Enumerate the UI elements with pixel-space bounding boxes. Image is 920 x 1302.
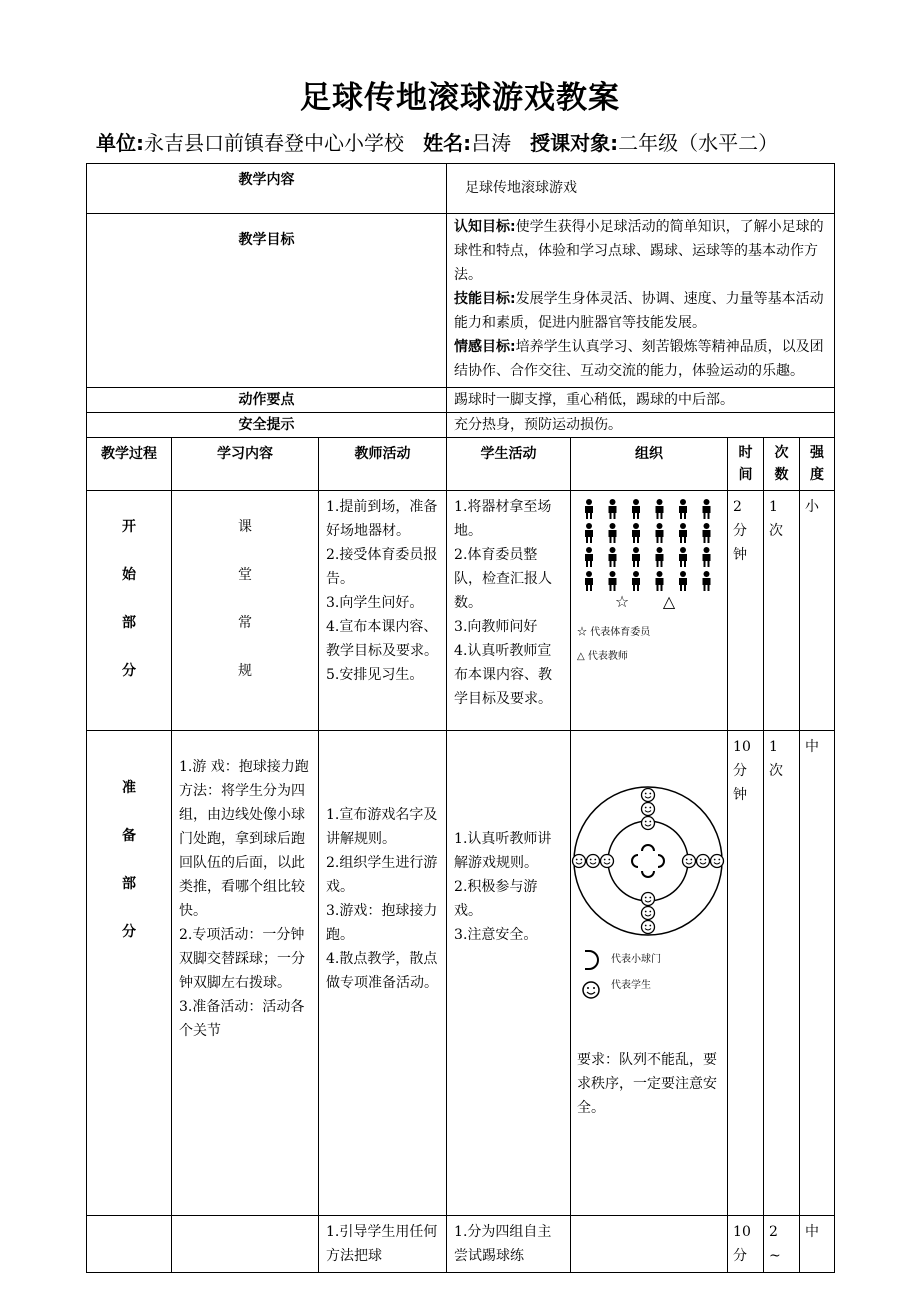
basic-organization xyxy=(571,1216,728,1273)
start-intensity: 小 xyxy=(800,491,835,731)
relay-game-diagram xyxy=(571,735,728,940)
student-figure-icon xyxy=(703,499,711,519)
student-figure-icon xyxy=(679,571,687,591)
basic-phase xyxy=(87,1216,172,1273)
start-organization xyxy=(571,491,728,731)
prep-section-row xyxy=(87,731,835,1216)
student-figure-icon xyxy=(656,523,664,543)
prep-learning: 1.游 戏：抱球接力跑 方法：将学生分为四组，由边线处像小球门处跑，拿到球后跑回队伍的后面，以此类推，看哪个组比较快。 2.专项活动：一分钟双脚交替踩球；一分钟双脚左右拨球。 3.准备活动：活动各个关节 xyxy=(172,731,319,1216)
student-figure-icon xyxy=(679,523,687,543)
student-figure-icon xyxy=(679,547,687,567)
name-value: 吕涛 xyxy=(471,131,512,155)
prep-count: 1 次 xyxy=(764,731,800,1216)
header-learning: 学习内容 xyxy=(172,438,319,491)
name-label: 姓名: xyxy=(423,131,472,155)
student-face-icon xyxy=(642,921,655,934)
student-figure-icon xyxy=(703,523,711,543)
mini-goal-icon xyxy=(642,845,654,851)
emotion-label: 情感目标: xyxy=(454,339,516,355)
header-organization: 组织 xyxy=(571,438,728,491)
skill-text: 发展学生身体灵活、协调、速度、力量等基本活动能力和素质，促进内脏器官等技能发展。 xyxy=(454,291,824,331)
student-figure-icon xyxy=(632,571,640,591)
target-value: 二年级（水平二） xyxy=(618,131,779,155)
lesson-plan-table xyxy=(86,163,835,1273)
keypoints-label: 动作要点 xyxy=(87,388,447,413)
student-figure-icon xyxy=(703,571,711,591)
prep-teacher: 1.宣布游戏名字及讲解规则。 2.组织学生进行游戏。 3.游戏：抱球接力跑。 4.散点教学，散点做专项准备活动。 xyxy=(319,731,447,1216)
start-phase: 开 始 部 分 xyxy=(87,491,172,731)
basic-time: 10 分 xyxy=(728,1216,764,1273)
content-value: 足球传地滚球游戏 xyxy=(447,164,835,214)
safety-label: 安全提示 xyxy=(87,413,447,438)
mini-goal-icon xyxy=(632,845,664,877)
student-face-icon xyxy=(642,893,655,906)
mini-goal-icon xyxy=(632,855,638,867)
student-figure-icon xyxy=(632,547,640,567)
header-process: 教学过程 xyxy=(87,438,172,491)
student-figure-icon xyxy=(585,571,593,591)
skill-label: 技能目标: xyxy=(454,291,516,307)
legend-committee: ☆ 代表体育委员 xyxy=(577,627,651,638)
header-teacher: 教师活动 xyxy=(319,438,447,491)
content-label: 教学内容 xyxy=(87,164,447,214)
basic-learning xyxy=(172,1216,319,1273)
student-figure-icon xyxy=(679,499,687,519)
legend-icons xyxy=(581,948,611,1006)
emotion-text: 培养学生认真学习、刻苦锻炼等精神品质，以及团结协作、合作交往、互动交流的能力，体验运动的乐趣。 xyxy=(454,339,824,379)
prep-legend xyxy=(571,948,727,1006)
safety-row xyxy=(87,413,835,438)
keypoints-row xyxy=(87,388,835,413)
smiley-icon xyxy=(583,982,599,998)
prep-time: 10 分 钟 xyxy=(728,731,764,1216)
student-face-icon xyxy=(683,855,696,868)
prep-intensity: 中 xyxy=(800,731,835,1216)
prep-organization xyxy=(571,731,728,1216)
prep-requirement: 要求：队列不能乱，要求秩序，一定要注意安全。 xyxy=(577,1052,718,1116)
student-figure-icon xyxy=(585,523,593,543)
unit-value: 永吉县口前镇春登中心小学校 xyxy=(144,131,404,155)
student-figure-icon xyxy=(632,523,640,543)
basic-count: 2 ~ xyxy=(764,1216,800,1273)
teacher-triangle-icon: △ xyxy=(662,592,676,611)
header-student: 学生活动 xyxy=(447,438,571,491)
student-figure-icon xyxy=(609,499,617,519)
info-line xyxy=(96,127,778,156)
target-label: 授课对象: xyxy=(530,131,619,155)
page-title: 足球传地滚球游戏教案 xyxy=(300,80,620,116)
start-time: 2 分 钟 xyxy=(728,491,764,731)
student-figure-icon xyxy=(585,499,593,519)
header-count: 次 数 xyxy=(764,438,800,491)
formation-diagram xyxy=(577,495,717,613)
student-face-icon xyxy=(587,855,600,868)
cognitive-label: 认知目标: xyxy=(454,219,516,235)
start-student: 1.将器材拿至场地。 2.体育委员整队，检查汇报人数。 3.向教师问好 4.认真听教师宣布本课内容、教学目标及要求。 xyxy=(447,491,571,731)
student-figure-icon xyxy=(585,547,593,567)
legend-teacher: △ 代表教师 xyxy=(577,651,628,662)
header-intensity: 强 度 xyxy=(800,438,835,491)
student-figure-icon xyxy=(609,571,617,591)
header-row xyxy=(87,438,835,491)
student-figure-icon xyxy=(656,499,664,519)
student-figure-icon xyxy=(656,571,664,591)
committee-star-icon: ☆ xyxy=(614,592,630,611)
mini-goal-icon xyxy=(658,855,664,867)
basic-section-row xyxy=(87,1216,835,1273)
start-learning: 课 堂 常 规 xyxy=(172,491,319,731)
legend-student: 代表学生 xyxy=(611,980,652,991)
start-count: 1 次 xyxy=(764,491,800,731)
student-figure-icon xyxy=(632,499,640,519)
mini-goal-icon xyxy=(642,871,654,877)
start-section-row xyxy=(87,491,835,731)
basic-intensity: 中 xyxy=(800,1216,835,1273)
goals-row xyxy=(87,214,835,388)
student-face-icon xyxy=(642,817,655,830)
student-figure-icon xyxy=(656,547,664,567)
basic-teacher: 1.引导学生用任何方法把球 xyxy=(319,1216,447,1273)
unit-label: 单位: xyxy=(96,131,144,155)
student-face-icon xyxy=(711,855,724,868)
student-face-icon xyxy=(642,789,655,802)
legend-goal: 代表小球门 xyxy=(611,954,662,965)
basic-student: 1.分为四组自主尝试踢球练 xyxy=(447,1216,571,1273)
goal-icon xyxy=(585,951,598,969)
student-face-icon xyxy=(642,907,655,920)
student-figure-icon xyxy=(703,547,711,567)
content-row xyxy=(87,164,835,214)
student-face-icon xyxy=(642,803,655,816)
prep-phase: 准 备 部 分 xyxy=(87,731,172,1216)
student-face-icon xyxy=(601,855,614,868)
student-face-icon xyxy=(697,855,710,868)
student-face-icon xyxy=(573,855,586,868)
goals-value xyxy=(447,214,835,388)
cognitive-text: 使学生获得小足球活动的简单知识，了解小足球的球性和特点，体验和学习点球、踢球、运球等的基本动作方法。 xyxy=(454,219,824,283)
keypoints-value: 踢球时一脚支撑，重心稍低，踢球的中后部。 xyxy=(447,388,835,413)
safety-value: 充分热身，预防运动损伤。 xyxy=(447,413,835,438)
prep-student: 1.认真听教师讲解游戏规则。 2.积极参与游戏。 3.注意安全。 xyxy=(447,731,571,1216)
student-figure-icon xyxy=(609,547,617,567)
student-figure-icon xyxy=(609,523,617,543)
goals-label: 教学目标 xyxy=(87,214,447,388)
header-time: 时 间 xyxy=(728,438,764,491)
start-teacher: 1.提前到场，准备好场地器材。 2.接受体育委员报告。 3.向学生问好。 4.宣布本课内容、教学目标及要求。 5.安排见习生。 xyxy=(319,491,447,731)
